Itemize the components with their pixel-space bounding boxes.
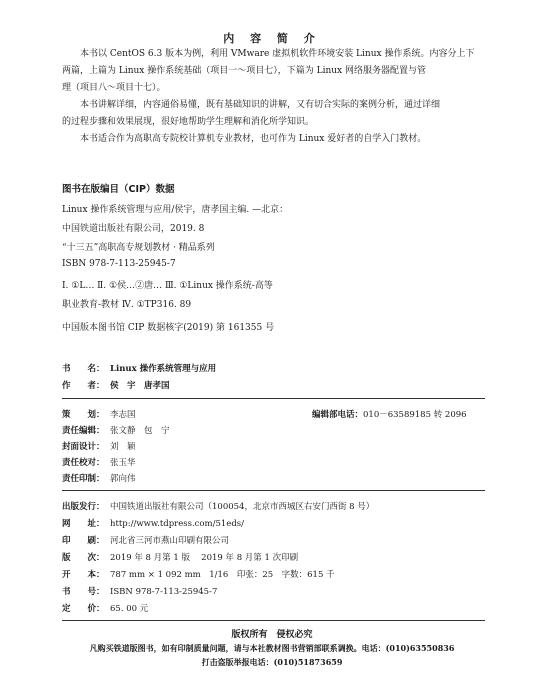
cover-row: [62, 440, 136, 452]
print-manager-row: [62, 472, 136, 484]
piracy-report: 打击盗版举报电话：(010)51873659: [201, 657, 343, 667]
summary-line: 理（项目八～项目十七）。: [62, 83, 166, 93]
price-row: [62, 602, 148, 614]
print-manager-label: 责任印制：: [62, 474, 105, 484]
author-row: [62, 379, 170, 391]
summary-line: 两篇，上篇为 Linux 操作系统基础（项目一～项目七），下篇为 Linux 网络服务器配置与管: [62, 66, 426, 76]
edition-row: [62, 551, 298, 563]
cip-line: 职业教育-教材 Ⅳ. ①TP316. 89: [62, 300, 192, 310]
planner-row: [62, 408, 136, 420]
editor-row: [62, 424, 170, 436]
proof-value: 张玉华: [110, 458, 136, 468]
summary-line: 本书讲解详细，内容通俗易懂，既有基础知识的讲解，又有切合实际的案例分析，通过详细: [80, 100, 441, 110]
price-value: 65. 00 元: [110, 604, 149, 614]
isbn-label: 书 号：: [62, 587, 105, 597]
copyright-notice: 版权所有 侵权必究: [231, 630, 313, 640]
summary-line: 本书适合作为高职高专院校计算机专业教材，也可作为 Linux 爱好者的自学入门教材。: [80, 134, 427, 144]
cip-line: Ⅰ. ①L… Ⅱ. ①侯…②唐… Ⅲ. ①Linux 操作系统-高等: [62, 281, 273, 291]
format-row: [62, 568, 335, 580]
book-name-row: [62, 362, 216, 374]
quality-notice: 凡购买铁道版图书，如有印制质量问题，请与本社教材图书营销部联系调换。电话：(010)63550836: [89, 643, 455, 653]
editorial-phone-label: 编辑部电话：: [312, 410, 364, 420]
cip-heading: 图书在版编目（CIP）数据: [62, 184, 175, 195]
isbn-row: [62, 585, 217, 597]
editor-label: 责任编辑：: [62, 426, 105, 436]
cover-label: 封面设计：: [62, 442, 105, 452]
website-label: 网 址：: [62, 519, 105, 529]
summary-paragraph-2: [62, 97, 484, 131]
format-value: 787 mm × 1 092 mm 1/16 印张：25 字数：615 千: [110, 570, 335, 580]
publisher-row: [62, 500, 374, 512]
divider-3: [62, 620, 485, 621]
editorial-phone-value: 010－63589185 转 2096: [363, 410, 467, 420]
cip-line: 中国铁道出版社有限公司，2019. 8: [62, 224, 205, 234]
website-row: [62, 517, 244, 529]
summary-line: 本书以 CentOS 6.3 版本为例，利用 VMware 虚拟机软件环境安装 Linux 操作系统。内容分上下: [80, 49, 475, 59]
print-manager-value: 郭向伟: [110, 474, 136, 484]
printer-value: 河北省三河市燕山印刷有限公司: [110, 536, 230, 546]
summary-paragraph-1: [62, 46, 484, 97]
summary-title: 内 容 简 介: [223, 32, 321, 45]
cip-line: “十三五”高职高专规划教材 · 精品系列: [62, 243, 215, 253]
proof-label: 责任校对：: [62, 458, 105, 468]
book-name-label: 书 名：: [62, 364, 105, 374]
editorial-phone-row: [312, 408, 467, 420]
planner-label: 策 划：: [62, 410, 105, 420]
summary-line: 的过程步骤和效果展现，很好地帮助学生理解和消化所学知识。: [62, 117, 315, 127]
printer-label: 印 刷：: [62, 536, 105, 546]
summary-paragraph-3: [62, 131, 484, 148]
isbn-value: ISBN 978-7-113-25945-7: [110, 587, 218, 597]
book-name-value: Linux 操作系统管理与应用: [110, 364, 217, 374]
author-label: 作 者：: [62, 381, 105, 391]
publisher-label: 出版发行：: [62, 502, 105, 512]
format-label: 开 本：: [62, 570, 105, 580]
cip-line: Linux 操作系统管理与应用/侯宇，唐孝国主编. —北京：: [62, 205, 289, 215]
author-value: 侯 宇 唐孝国: [110, 381, 170, 391]
divider-2: [62, 490, 485, 491]
cip-record: 中国版本图书馆 CIP 数据核字(2019) 第 161355 号: [62, 323, 275, 333]
planner-value: 李志国: [110, 410, 136, 420]
proof-row: [62, 456, 136, 468]
edition-label: 版 次：: [62, 553, 105, 563]
price-label: 定 价：: [62, 604, 105, 614]
divider-1: [62, 398, 485, 399]
editor-value: 张文静 包 宁: [110, 426, 170, 436]
cover-value: 刘 颖: [110, 442, 136, 452]
cip-line: ISBN 978-7-113-25945-7: [62, 259, 176, 269]
edition-value: 2019 年 8 月第 1 版 2019 年 8 月第 1 次印刷: [110, 553, 299, 563]
printer-row: [62, 534, 229, 546]
publisher-value: 中国铁道出版社有限公司（100054，北京市西城区右安门西街 8 号）: [110, 502, 375, 512]
website-value: http://www.tdpress.com/51eds/: [110, 519, 244, 529]
